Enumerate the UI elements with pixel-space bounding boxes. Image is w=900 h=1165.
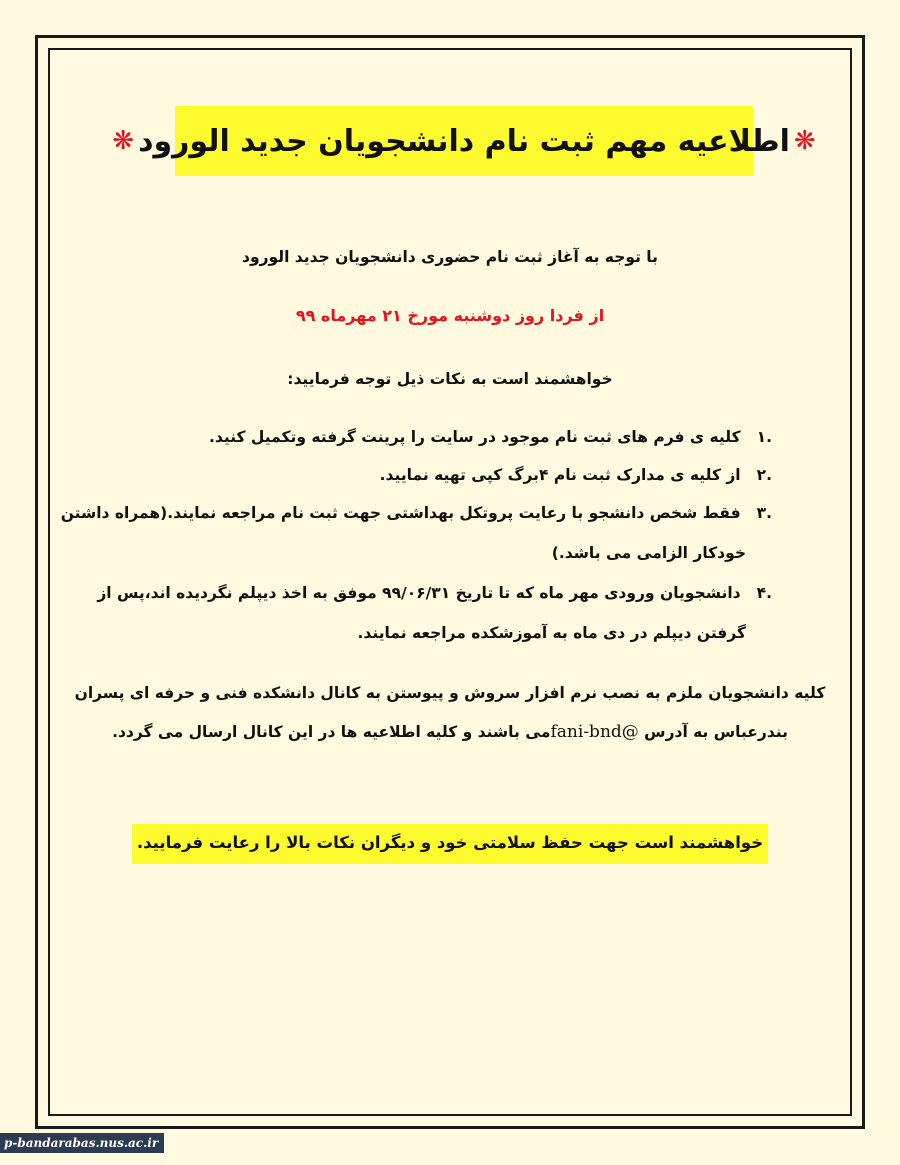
list-item-text: کلیه ی فرم های ثبت نام موجود در سایت را پرینت گرفته وتکمیل کنید. (209, 428, 741, 446)
list-item-text: فقط شخص دانشجو با رعایت پروتکل بهداشتی جهت ثبت نام مراجعه نمایند.(همراه داشتن (60, 504, 741, 522)
list-item (209, 428, 772, 446)
list-item (61, 504, 772, 522)
date-line: از فردا روز دوشنبه مورخ ۲۱ مهرماه ۹۹ (295, 306, 605, 325)
list-item-continuation: گرفتن دیپلم در دی ماه به آموزشکده مراجعه نمایند. (357, 624, 746, 642)
list-item-text: از کلیه ی مدارک ثبت نام ۴برگ کپی تهیه نمایید. (379, 466, 741, 484)
closing-line: خواهشمند است جهت حفظ سلامتی خود و دیگران نکات بالا را رعایت فرمایید. (136, 833, 764, 852)
star-icon: ❋ (793, 126, 816, 156)
request-line: خواهشمند است به نکات ذیل توجه فرمایید: (287, 370, 613, 388)
intro-line: با توجه به آغاز ثبت نام حضوری دانشجویان جدید الورود (242, 248, 658, 266)
channel-handle: fani-bnd@ (550, 722, 639, 742)
notice-title: اطلاعیه مهم ثبت نام دانشجویان جدید الورود (138, 123, 790, 159)
list-number: .۳ (756, 504, 772, 522)
list-item-continuation: خودکار الزامی می باشد.) (551, 544, 746, 562)
list-number: .۲ (756, 466, 772, 484)
list-number: .۱ (756, 428, 772, 446)
inner-border (48, 48, 852, 1116)
list-item (97, 584, 772, 602)
list-item (380, 466, 772, 484)
channel-line-1: کلیه دانشجویان ملزم به نصب نرم افزار سروش و پیوستن به کانال دانشکده فنی و حرفه ای پسران (74, 684, 826, 702)
list-number: .۴ (756, 584, 772, 602)
channel-text-after: می باشند و کلیه اطلاعیه ها در این کانال ارسال می گردد. (112, 723, 551, 741)
channel-line-2 (0, 722, 900, 742)
star-icon: ❋ (112, 126, 135, 156)
channel-text-before: بندرعباس به آدرس (638, 723, 788, 741)
list-item-text: دانشجویان ورودی مهر ماه که تا تاریخ ۹۹/۰۶/۳۱ موفق به اخذ دیپلم نگردیده اند،پس از (97, 584, 741, 602)
title-banner (112, 106, 816, 176)
site-watermark: p-bandarabas.nus.ac.ir (0, 1133, 164, 1153)
